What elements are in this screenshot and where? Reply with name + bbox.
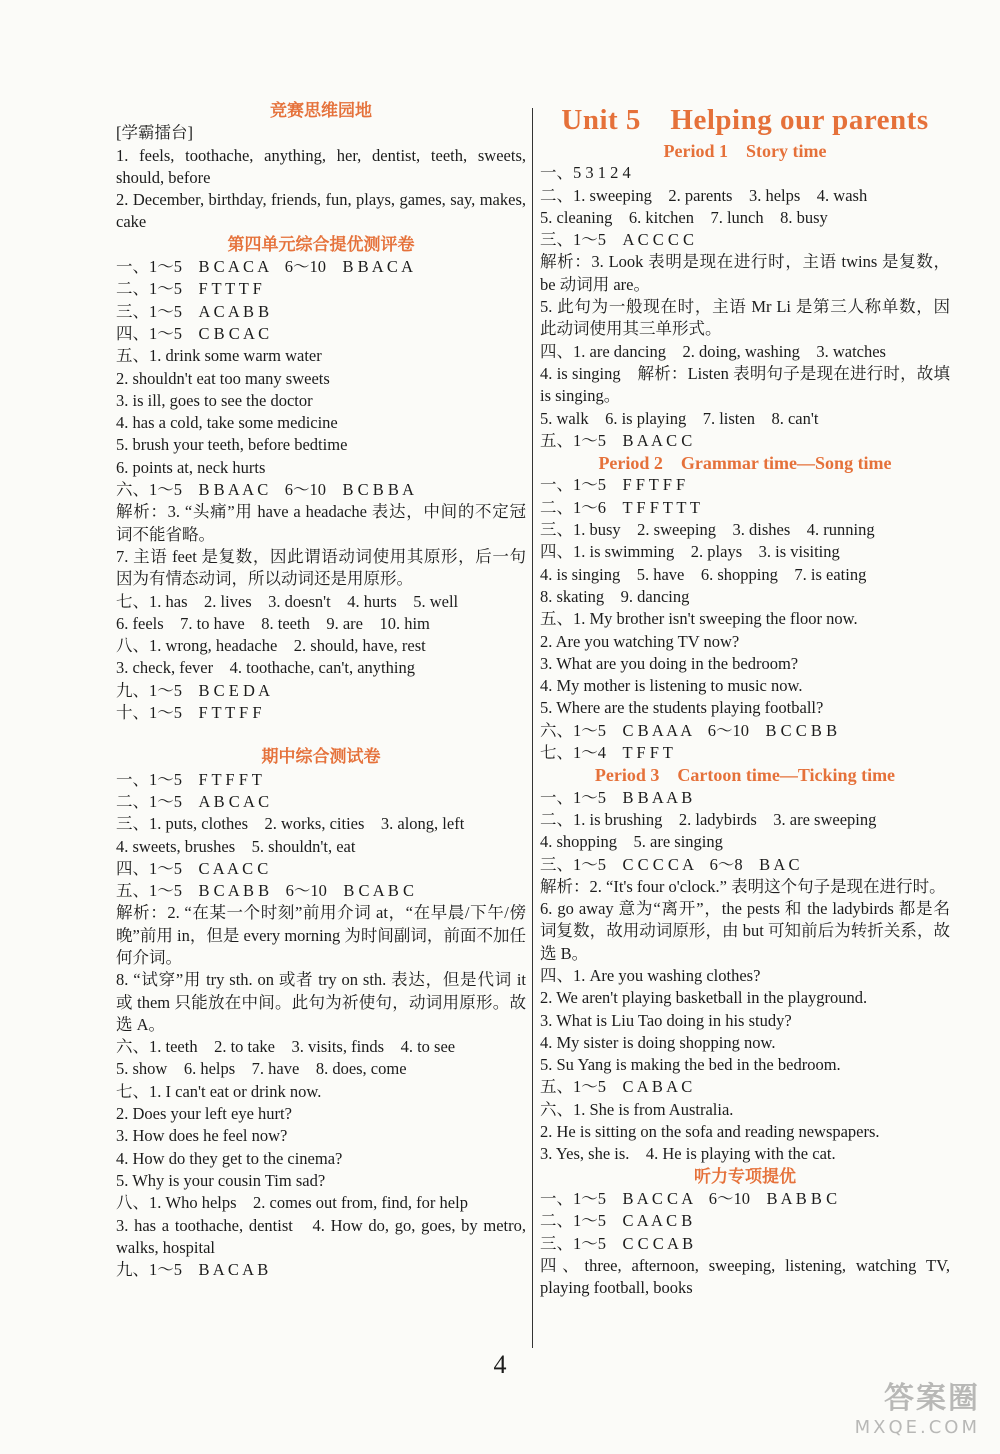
section-heading: 竞赛思维园地	[270, 101, 372, 120]
answer-line: 5. Where are the students playing football?	[540, 698, 824, 718]
answer-explanation: 1. feels, toothache, anything, her, dentist, teeth, sweets, should, before	[116, 145, 526, 187]
answer-line: 三、1～5 A C A B B	[116, 301, 270, 321]
answer-line: 四、1. Are you washing clothes?	[540, 965, 761, 985]
answer-line: 一、1～5 F T F F T	[116, 769, 262, 789]
answer-line: 五、1. drink some warm water	[116, 346, 322, 366]
answer-line: 3. What is Liu Tao doing in his study?	[540, 1010, 792, 1030]
left-column	[116, 100, 526, 1281]
answer-line: 4. My sister is doing shopping now.	[540, 1032, 776, 1052]
answer-explanation: 7. 主语 feet 是复数，因此谓语动词使用其原形，后一句因为有情态动词，所以动词还是用原形。	[116, 546, 526, 589]
answer-explanation: 解析：3. Look 表明是现在进行时，主语 twins 是复数，be 动词用 are。	[540, 252, 950, 294]
answer-line: 四、1～5 C A A C C	[116, 858, 269, 878]
answer-line: 3. check, fever 4. toothache, can't, anything	[116, 658, 415, 678]
answer-line: 三、1～5 C C C A B	[540, 1233, 694, 1253]
answer-explanation: 四、three, afternoon, sweeping, listening, watching TV, playing football, books	[540, 1255, 950, 1298]
answer-line: 六、1. teeth 2. to take 3. visits, finds 4. to see	[116, 1037, 456, 1057]
answer-line: 5. walk 6. is playing 7. listen 8. can't	[540, 408, 819, 428]
answer-line: 七、1～4 T F F T	[540, 743, 673, 763]
answer-line: 一、1～5 B B A A B	[540, 787, 693, 807]
answer-explanation: 解析：2. “It's four o'clock.” 表明这个句子是现在进行时。	[540, 876, 946, 896]
answer-line: 4. How do they get to the cinema?	[116, 1148, 343, 1168]
answer-line: 5. Why is your cousin Tim sad?	[116, 1170, 326, 1190]
answer-explanation: 解析：2. “在某一个时刻”前用介词 at，“在早晨/下午/傍晚”前用 in，但是 every morning 为时间副词，前面不加任何介词。	[116, 903, 526, 967]
answer-line: 5. brush your teeth, before bedtime	[116, 435, 348, 455]
answer-line: 三、1. puts, clothes 2. works, cities 3. along, left	[116, 814, 465, 834]
answer-line: 六、1～5 B B A A C 6～10 B C B B A	[116, 480, 414, 500]
answer-line: 3. Yes, she is. 4. He is playing with the cat.	[540, 1144, 836, 1164]
answer-line: 3. What are you doing in the bedroom?	[540, 653, 799, 673]
answer-line: 6. points at, neck hurts	[116, 457, 266, 477]
watermark-title: 答案圈	[884, 1381, 980, 1416]
answer-explanation: 8. “试穿”用 try sth. on 或者 try on sth. 表达，但是代词 it 或 them 只能放在中间。此句为祈使句，动词用原形。故选 A。	[116, 970, 526, 1034]
answer-line: 8. skating 9. dancing	[540, 586, 690, 606]
answer-explanation: 5. 此句为一般现在时，主语 Mr Li 是第三人称单数，因此动词使用其三单形式。	[540, 297, 950, 339]
answer-line: 5. Su Yang is making the bed in the bedroom.	[540, 1055, 841, 1075]
answer-line: 六、1～5 C B A A A 6～10 B C C B B	[540, 720, 838, 740]
answer-line: 八、1. Who helps 2. comes out from, find, for help	[116, 1193, 468, 1213]
answer-explanation: 3. has a toothache, dentist 4. How do, go, goes, by metro, walks, hospital	[116, 1215, 526, 1257]
answer-line: 一、5 3 1 2 4	[540, 163, 631, 183]
answer-line: 七、1. has 2. lives 3. doesn't 4. hurts 5. well	[116, 591, 459, 611]
period-heading: Period 1 Story time	[663, 141, 827, 161]
answer-line: 2. Does your left eye hurt?	[116, 1104, 292, 1124]
answer-line: 二、1～6 T F F T T T	[540, 497, 701, 517]
answer-line: 四、1～5 C B C A C	[116, 323, 270, 343]
answer-line: 一、1～5 F F T F F	[540, 475, 686, 495]
section-heading: 期中综合测试卷	[261, 747, 381, 767]
answer-explanation: 4. is singing 解析：Listen 表明句子是现在进行时，故填 is singing。	[540, 363, 950, 406]
answer-line: 2. Are you watching TV now?	[540, 631, 740, 651]
answer-line: 三、1. busy 2. sweeping 3. dishes 4. running	[540, 520, 875, 540]
answer-explanation: 2. December, birthday, friends, fun, plays, games, say, makes, cake	[116, 190, 526, 232]
answer-line: 二、1～5 F T T T F	[116, 279, 262, 299]
answer-line: 四、1. are dancing 2. doing, washing 3. watches	[540, 341, 886, 361]
answer-line: 5. cleaning 6. kitchen 7. lunch 8. busy	[540, 207, 828, 227]
answer-line: 一、1～5 B C A C A 6～10 B B A C A	[116, 257, 414, 277]
answer-line: 3. is ill, goes to see the doctor	[116, 390, 313, 410]
answer-line: 6. feels 7. to have 8. teeth 9. are 10. him	[116, 613, 430, 633]
answer-line: 2. We aren't playing basketball in the playground.	[540, 988, 868, 1008]
page-number: 4	[493, 1350, 507, 1379]
column-divider	[532, 108, 533, 1348]
watermark-url: MXQE.COM	[854, 1417, 980, 1438]
answer-line: 七、1. I can't eat or drink now.	[116, 1081, 322, 1101]
watermark-logo	[855, 1373, 980, 1438]
answer-line: 二、1～5 A B C A C	[116, 791, 270, 811]
answer-line: 4. My mother is listening to music now.	[540, 676, 803, 696]
answer-line: 九、1～5 B A C A B	[116, 1260, 269, 1280]
right-column	[540, 100, 950, 1299]
answer-line: 4. has a cold, take some medicine	[116, 413, 338, 433]
answer-line: 3. How does he feel now?	[116, 1126, 288, 1146]
answer-line: 二、1. is brushing 2. ladybirds 3. are sweeping	[540, 809, 877, 829]
answer-line: [学霸擂台]	[116, 123, 193, 143]
section-heading: 第四单元综合提优测评卷	[227, 234, 415, 254]
answer-line: 五、1～5 B C A B B 6～10 B C A B C	[116, 881, 414, 901]
answer-line: 4. is singing 5. have 6. shopping 7. is eating	[540, 564, 867, 584]
answer-line: 2. He is sitting on the sofa and reading newspapers.	[540, 1122, 880, 1142]
answer-explanation: 解析：3. “头痛”用 have a headache 表达，中间的不定冠词不能省略。	[116, 502, 526, 544]
unit-title: Unit 5 Helping our parents	[561, 104, 929, 136]
answer-line: 六、1. She is from Australia.	[540, 1099, 734, 1119]
period-heading: Period 3 Cartoon time—Ticking time	[594, 765, 896, 786]
answer-line: 2. shouldn't eat too many sweets	[116, 368, 330, 388]
answer-explanation: 6. go away 意为“离开”，the pests 和 the ladybirds 都是名词复数，故用动词原形，由 but 可知前后为转折关系，故选 B。	[540, 899, 950, 963]
answer-line: 五、1～5 B A A C C	[540, 430, 693, 450]
answer-line: 十、1～5 F T T F F	[116, 703, 262, 723]
answer-line: 4. shopping 5. are singing	[540, 832, 723, 852]
answer-line: 四、1. is swimming 2. plays 3. is visiting	[540, 542, 840, 562]
answer-line: 三、1～5 C C C C A 6～8 B A C	[540, 854, 800, 874]
answer-line: 五、1～5 C A B A C	[540, 1077, 693, 1097]
answer-line: 5. show 6. helps 7. have 8. does, come	[116, 1059, 407, 1079]
answer-line: 五、1. My brother isn't sweeping the floor now.	[540, 609, 858, 629]
answer-line: 二、1. sweeping 2. parents 3. helps 4. wash	[540, 185, 868, 205]
answer-line: 一、1～5 B A C C A 6～10 B A B B C	[540, 1188, 838, 1208]
section-heading: 听力专项提优	[694, 1166, 796, 1186]
answer-line: 八、1. wrong, headache 2. should, have, rest	[116, 636, 426, 656]
spacer	[116, 724, 526, 746]
answer-line: 九、1～5 B C E D A	[116, 680, 271, 700]
answer-line: 4. sweets, brushes 5. shouldn't, eat	[116, 836, 356, 856]
answer-line: 二、1～5 C A A C B	[540, 1211, 693, 1231]
answer-line: 三、1～5 A C C C C	[540, 230, 695, 250]
period-heading: Period 2 Grammar time—Song time	[598, 453, 892, 474]
